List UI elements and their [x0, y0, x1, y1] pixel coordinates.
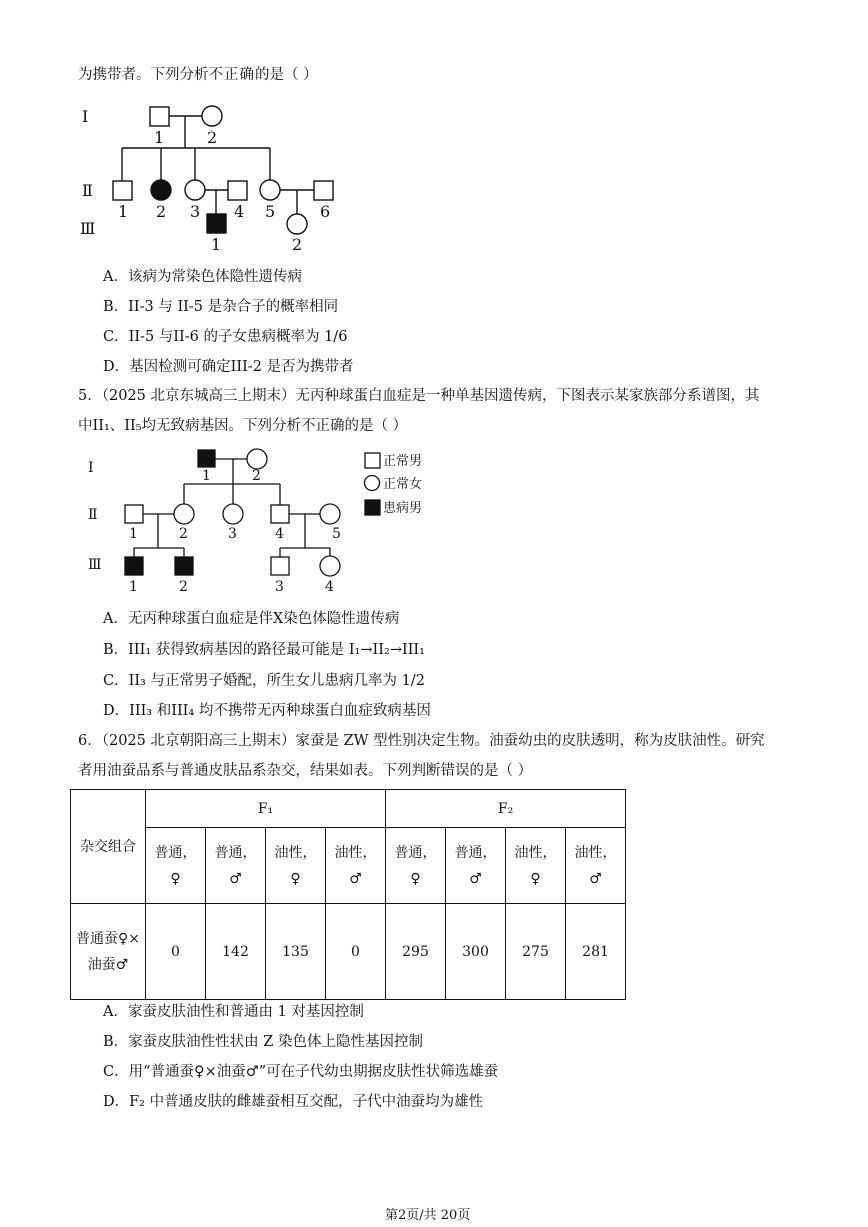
svg-text:1: 1: [129, 526, 138, 542]
svg-text:2: 2: [179, 526, 188, 542]
q4-option-a: A．该病为常染色体隐性遗传病: [103, 269, 302, 285]
svg-text:2: 2: [207, 128, 218, 147]
q6-option-a: A．家蚕皮肤油性和普通由 1 对基因控制: [103, 1004, 364, 1020]
col-head: 普通， ♂: [206, 828, 266, 904]
svg-text:3: 3: [190, 202, 201, 221]
q5-stem-line1: 5．（2025 北京东城高三上期末）无丙种球蛋白血症是一种单基因遗传病，下图表示某家族部分系谱图，其: [78, 388, 760, 404]
q4-option-c: C．II-5 与II-6 的子女患病概率为 1/6: [103, 329, 348, 345]
svg-text:1: 1: [129, 579, 138, 595]
col-head: 普通， ♂: [446, 828, 506, 904]
col-head: 油性， ♀: [266, 828, 326, 904]
q4-option-b: B．II-3 与 II-5 是杂合子的概率相同: [103, 299, 339, 315]
gen-label: Ⅲ: [88, 557, 102, 573]
table-cell: 300: [446, 904, 506, 1000]
q6-option-d: D．F₂ 中普通皮肤的雌雄蚕相互交配，子代中油蚕均为雄性: [103, 1094, 484, 1110]
svg-text:3: 3: [228, 526, 237, 542]
svg-text:2: 2: [292, 235, 303, 254]
col-head: 普通， ♀: [386, 828, 446, 904]
svg-text:2: 2: [252, 468, 261, 484]
svg-text:4: 4: [275, 526, 284, 542]
svg-text:5: 5: [332, 526, 341, 542]
q4-option-d: D．基因检测可确定III-2 是否为携带者: [103, 359, 354, 375]
q5-option-b: B．III₁ 获得致病基因的路径最可能是 I₁→II₂→III₁: [103, 642, 425, 658]
q5-option-c: C．II₃ 与正常男子婚配，所生女儿患病几率为 1/2: [103, 673, 425, 689]
pedigree-q4: [70, 96, 360, 256]
table-cell: 295: [386, 904, 446, 1000]
row-label: 普通蚕♀×油蚕♂: [71, 904, 146, 1000]
q4-intro: 为携带者。下列分析不正确的是（ ）: [78, 67, 318, 83]
gen-label: Ⅰ: [88, 460, 94, 476]
q6-option-b: B．家蚕皮肤油性性状由 Z 染色体上隐性基因控制: [103, 1034, 423, 1050]
svg-text:1: 1: [154, 128, 165, 147]
col-head: 普通， ♀: [146, 828, 206, 904]
svg-text:4: 4: [234, 202, 245, 221]
f1-header: F₁: [146, 790, 386, 828]
corner-header: 杂交组合: [71, 790, 146, 904]
q6-stem-line1: 6．（2025 北京朝阳高三上期末）家蚕是 ZW 型性别决定生物。油蚕幼虫的皮肤透明，称为皮肤油性。研究: [78, 733, 765, 749]
svg-text:6: 6: [320, 202, 331, 221]
q5-option-d: D．III₃ 和III₄ 均不携带无丙种球蛋白血症致病基因: [103, 703, 431, 719]
cross-results-table: [70, 789, 626, 1000]
svg-text:4: 4: [325, 579, 334, 595]
table-cell: 275: [506, 904, 566, 1000]
table-cell: 142: [206, 904, 266, 1000]
emphasis-text: 不正确: [208, 67, 255, 83]
svg-text:2: 2: [156, 202, 167, 221]
legend-label: 患病男: [383, 501, 423, 516]
col-head: 油性， ♂: [326, 828, 386, 904]
page-footer: 第2页/共 20页: [385, 1208, 471, 1223]
svg-text:1: 1: [202, 468, 211, 484]
pedigree-q5: [80, 444, 440, 604]
q5-stem-line2: 中II₁、II₅均无致病基因。下列分析不正确的是（ ）: [78, 418, 408, 434]
svg-text:3: 3: [275, 579, 284, 595]
svg-text:5: 5: [265, 202, 276, 221]
q5-option-a: A．无丙种球蛋白血症是伴X染色体隐性遗传病: [103, 611, 400, 627]
q6-stem-line2: 者用油蚕品系与普通皮肤品系杂交，结果如表。下列判断错误的是（ ）: [78, 763, 533, 779]
col-head: 油性， ♀: [506, 828, 566, 904]
table-cell: 135: [266, 904, 326, 1000]
svg-text:2: 2: [179, 579, 188, 595]
svg-text:1: 1: [118, 202, 129, 221]
legend-label: 正常女: [383, 477, 423, 492]
table-cell: 281: [566, 904, 626, 1000]
table-cell: 0: [326, 904, 386, 1000]
svg-text:1: 1: [211, 235, 222, 254]
legend-label: 正常男: [383, 454, 423, 469]
gen-label: Ⅲ: [80, 219, 96, 238]
f2-header: F₂: [386, 790, 626, 828]
q6-option-c: C．用“普通蚕♀×油蚕♂”可在子代幼虫期据皮肤性状筛选雄蚕: [103, 1064, 499, 1080]
col-head: 油性， ♂: [566, 828, 626, 904]
gen-label: Ⅱ: [82, 181, 93, 200]
gen-label: Ⅰ: [82, 107, 89, 126]
gen-label: Ⅱ: [88, 507, 98, 523]
table-cell: 0: [146, 904, 206, 1000]
